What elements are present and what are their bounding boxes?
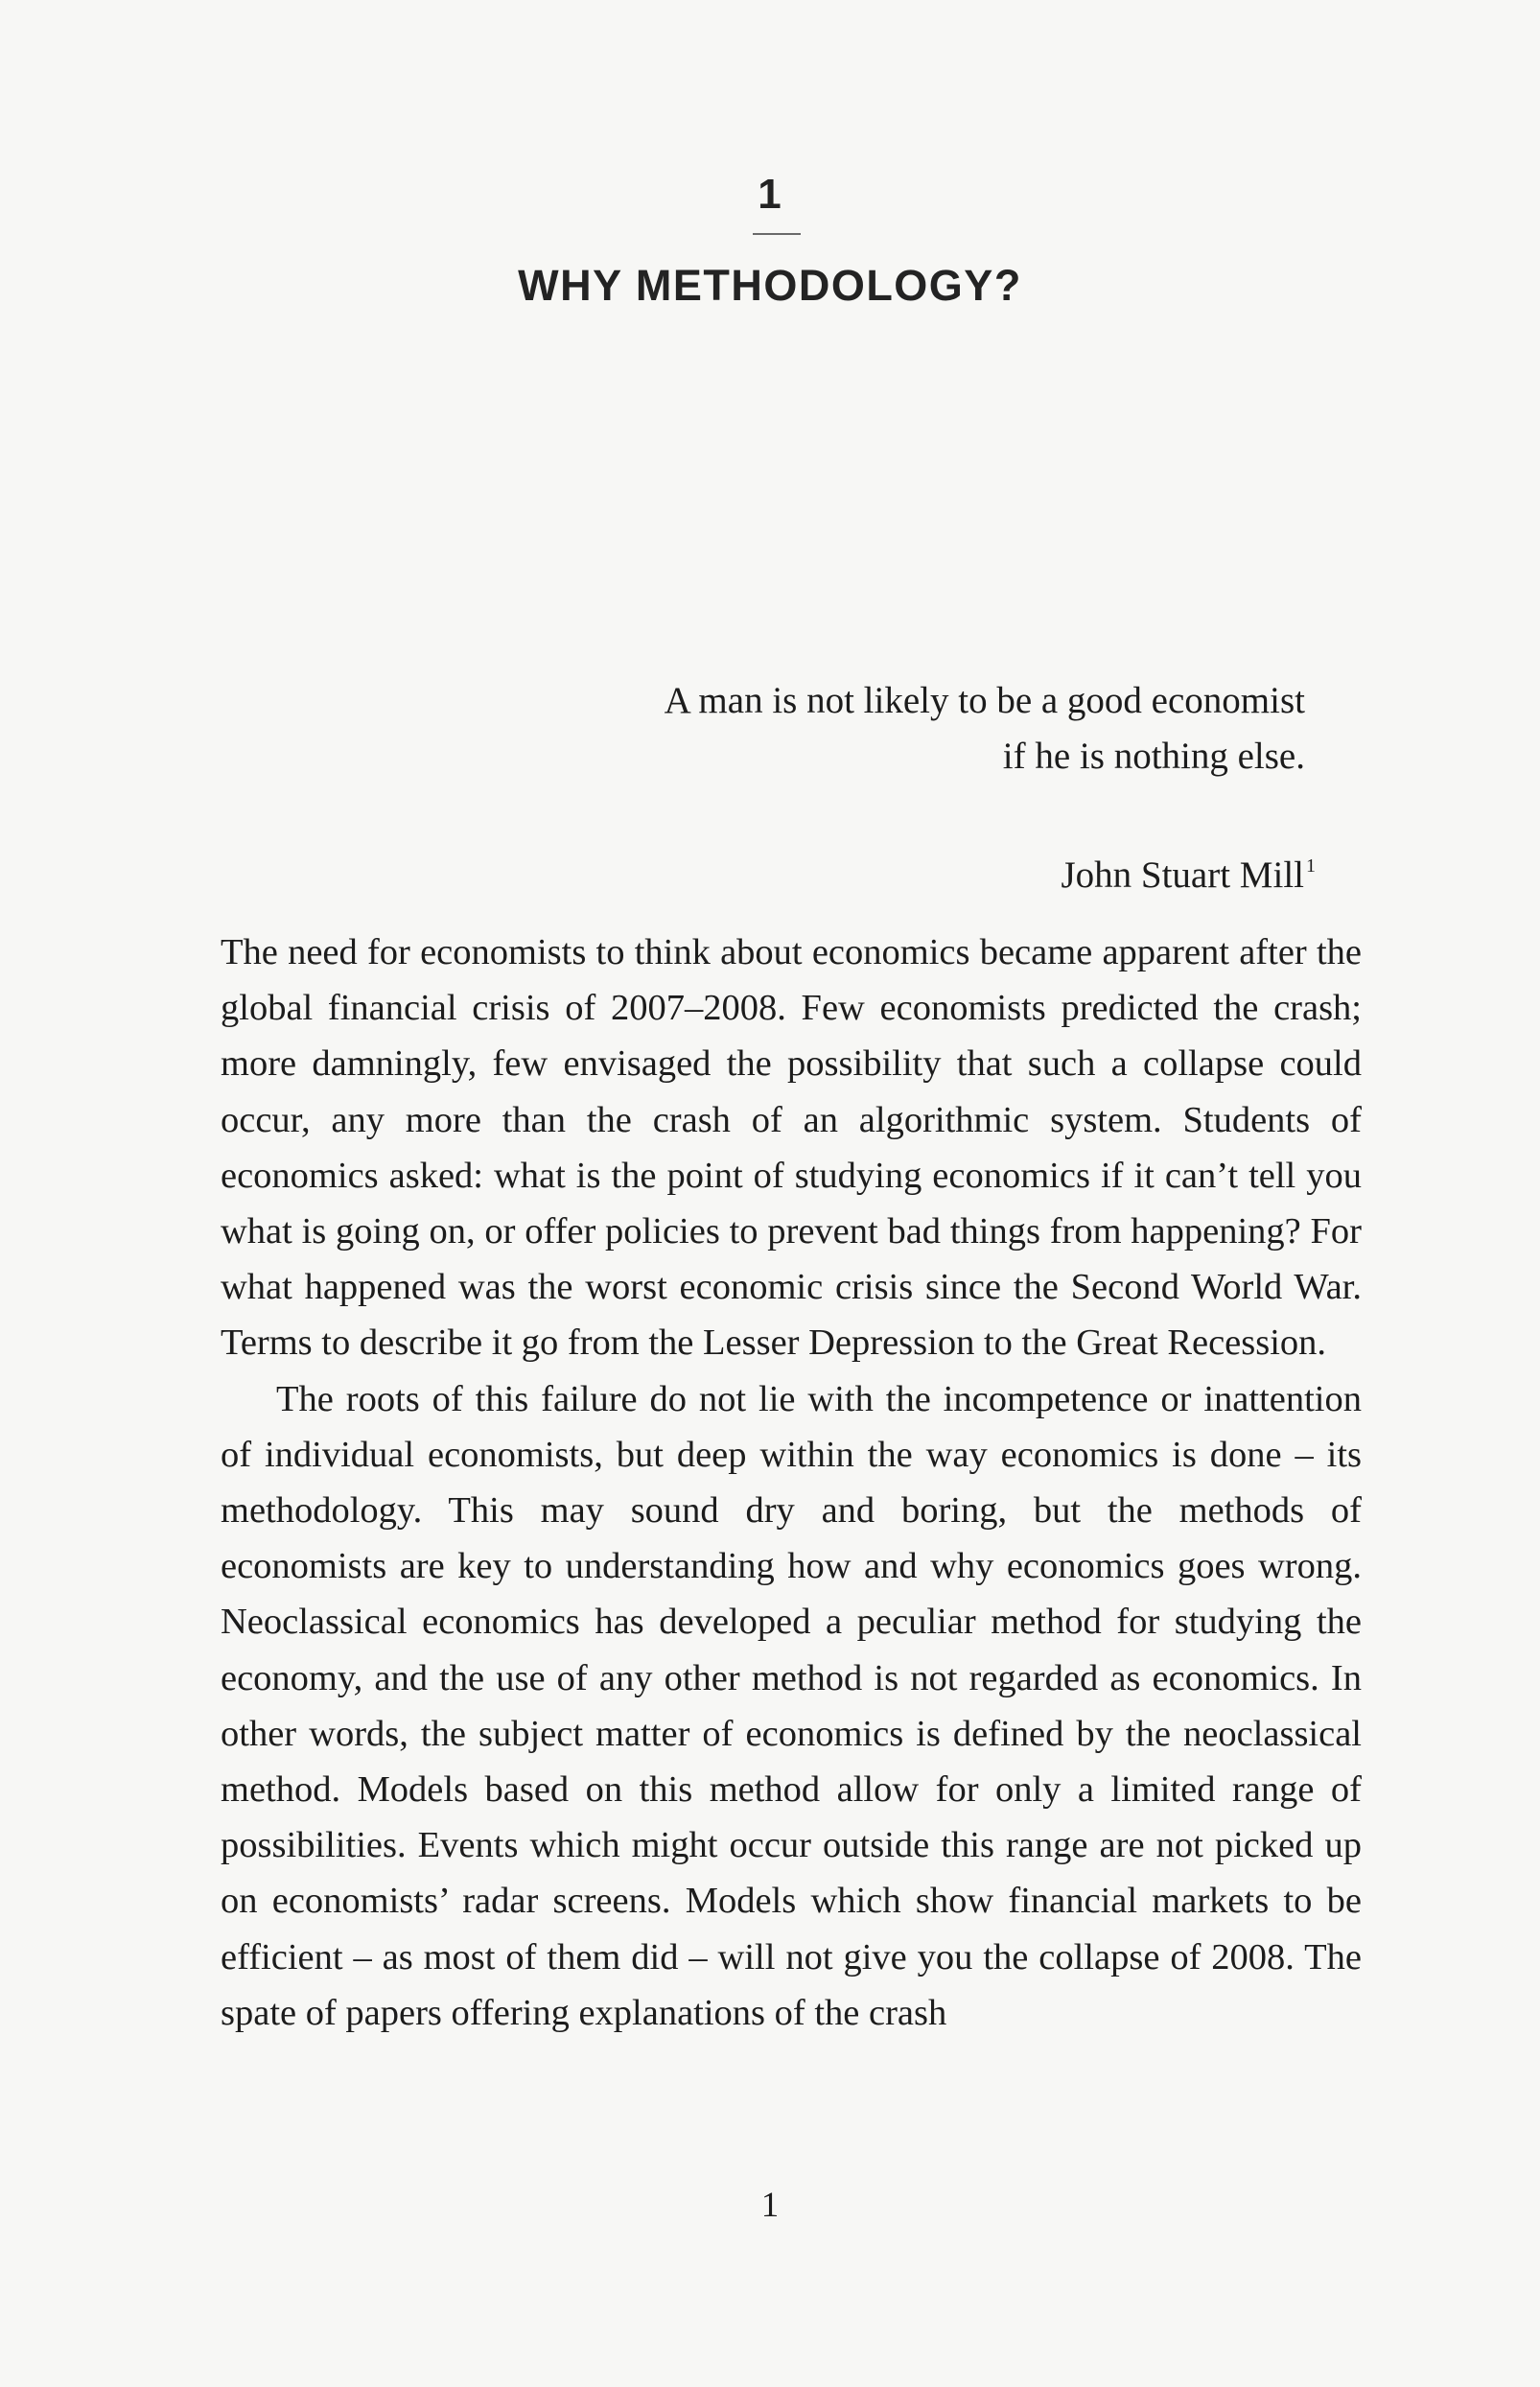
body-text (221, 924, 1362, 2041)
epigraph-line-2: if he is nothing else. (1002, 736, 1305, 777)
chapter-title: WHY METHODOLOGY? (518, 261, 1022, 310)
chapter-number-underline (753, 233, 801, 235)
epigraph-attribution (1061, 838, 1316, 903)
page-number: 1 (760, 2186, 780, 2225)
epigraph-quote (665, 673, 1305, 784)
footnote-marker: 1 (1306, 855, 1316, 877)
paragraph: The need for economists to think about economics became apparent after the global financial crisis of 2007–2008. Few economists predicted the crash; more damningly, few envisaged the possibility that such a collapse could occur, any more than the crash of an algorithmic system. Students of economics asked: what is the point of studying economics if it can’t tell you what is going on, or offer policies to prevent bad things from happening? For what happened was the worst economic crisis since the Second World War. Terms to describe it go from the Lesser Depression to the Great Recession. (221, 932, 1362, 1364)
epigraph-author: John Stuart Mill (1061, 854, 1304, 896)
chapter-number: 1 (758, 171, 782, 218)
paragraph: The roots of this failure do not lie with the incompetence or inattention of individual economists, but deep within the way economics is done – its methodology. This may sound dry and boring, but the methods of economists are key to understanding how and why economics goes wrong. Neoclassical economics has developed a peculiar method for studying the economy, and the use of any other method is not regarded as economics. In other words, the subject matter of economics is defined by the neoclassical method. Models based on this method allow for only a limited range of possibilities. Events which might occur outside this range are not picked up on economists’ radar screens. Models which show financial markets to be efficient – as most of them did – will not give you the collapse of 2008. The spate of papers offering explanations of the crash (221, 1378, 1362, 2033)
epigraph-line-1: A man is not likely to be a good economist (664, 680, 1305, 721)
